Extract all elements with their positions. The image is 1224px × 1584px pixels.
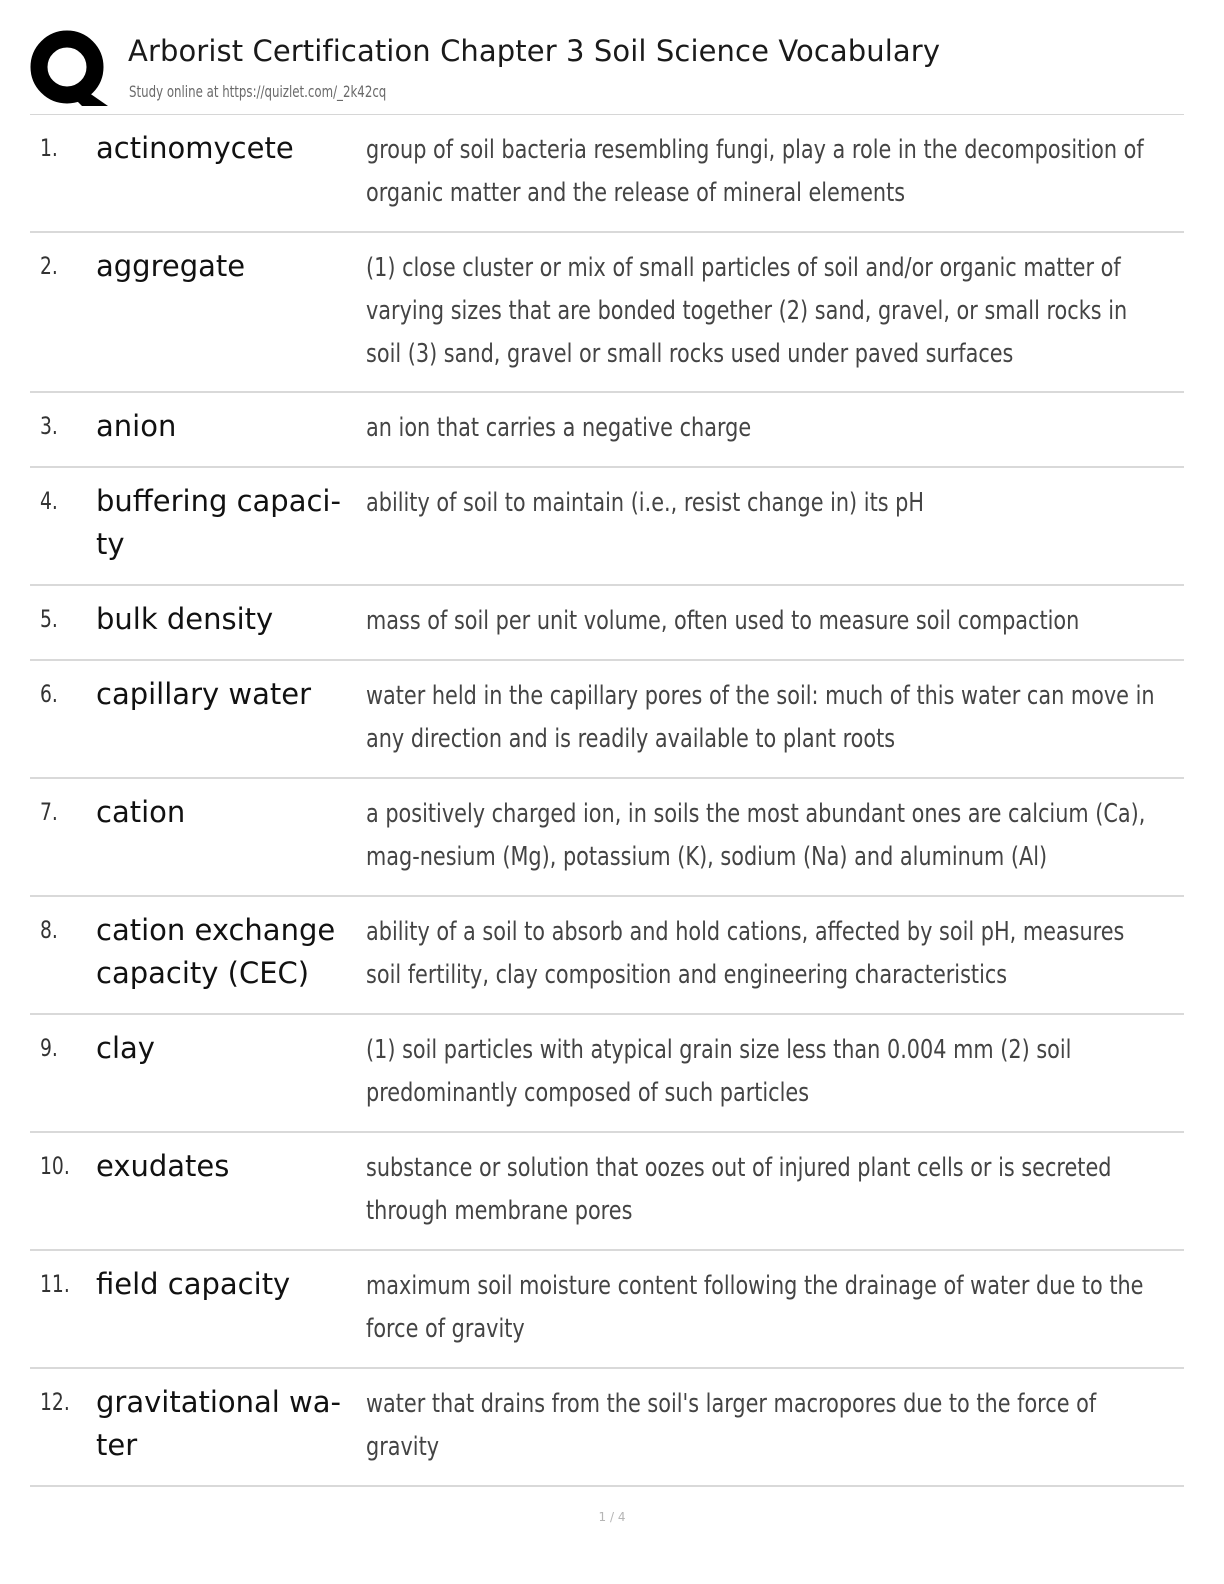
entry-number: 2. [40, 252, 58, 280]
vocab-row [30, 1251, 1184, 1369]
entry-number: 12. [40, 1388, 70, 1416]
entry-number: 8. [40, 916, 58, 944]
term: gravitational wa-ter [96, 1385, 342, 1462]
vocab-row [30, 897, 1184, 1015]
entry-number: 6. [40, 680, 58, 708]
term: clay [96, 1031, 155, 1065]
vocab-row [30, 233, 1184, 393]
definition: (1) close cluster or mix of small particles of soil and/or organic matter of varying sizes that are bonded together (2) sand, gravel, or small rocks in soil (3) sand, gravel or small rocks used under paved surfaces [366, 253, 1128, 369]
term: actinomycete [96, 131, 294, 165]
term: exudates [96, 1149, 230, 1183]
vocab-row [30, 468, 1184, 586]
term: cation [96, 795, 186, 829]
definition: mass of soil per unit volume, often used to measure soil compaction [366, 606, 1080, 636]
definition: ability of soil to maintain (i.e., resist change in) its pH [366, 488, 925, 518]
vocab-row [30, 1015, 1184, 1133]
vocab-row [30, 115, 1184, 233]
term: cation exchange capacity (CEC) [96, 913, 336, 990]
quizlet-q-logo-icon [30, 30, 108, 108]
definition: group of soil bacteria resembling fungi, play a role in the decomposition of organic matter and the release of mineral elements [366, 135, 1144, 208]
term: capillary water [96, 677, 311, 711]
definition: water held in the capillary pores of the soil: much of this water can move in any direction and is readily available to plant roots [366, 681, 1155, 754]
entry-number: 7. [40, 798, 58, 826]
entry-number: 10. [40, 1152, 70, 1180]
page-header [30, 28, 1184, 115]
study-online-link: Study online at https://quizlet.com/_2k42cq [129, 82, 387, 101]
definition: (1) soil particles with atypical grain size less than 0.004 mm (2) soil predominantly composed of such particles [366, 1035, 1072, 1108]
vocab-row [30, 586, 1184, 661]
entry-number: 9. [40, 1034, 58, 1062]
definition: ability of a soil to absorb and hold cations, affected by soil pH, measures soil fertility, clay composition and engineering characteristics [366, 917, 1125, 990]
page-number: 1 / 4 [598, 1510, 626, 1524]
term: field capacity [96, 1267, 291, 1301]
definition: an ion that carries a negative charge [366, 413, 752, 443]
term: anion [96, 409, 177, 443]
entry-number: 11. [40, 1270, 70, 1298]
definition: substance or solution that oozes out of injured plant cells or is secreted through membrane pores [366, 1153, 1112, 1226]
definition: water that drains from the soil's larger macropores due to the force of gravity [366, 1389, 1097, 1462]
vocab-row [30, 1133, 1184, 1251]
vocab-row [30, 1369, 1184, 1487]
entry-number: 3. [40, 412, 58, 440]
entry-number: 1. [40, 134, 58, 162]
vocabulary-list [30, 115, 1184, 1487]
term: buffering capaci-ty [96, 484, 341, 561]
definition: a positively charged ion, in soils the most abundant ones are calcium (Ca), mag-nesium (Mg), potassium (K), sodium (Na) and aluminum (Al) [366, 799, 1146, 872]
vocab-row [30, 393, 1184, 468]
vocab-row [30, 661, 1184, 779]
entry-number: 5. [40, 605, 58, 633]
entry-number: 4. [40, 487, 58, 515]
definition: maximum soil moisture content following the drainage of water due to the force of gravity [366, 1271, 1144, 1344]
term: bulk density [96, 602, 274, 636]
vocab-row [30, 779, 1184, 897]
page-title: Arborist Certification Chapter 3 Soil Science Vocabulary [128, 34, 941, 68]
term: aggregate [96, 249, 246, 283]
